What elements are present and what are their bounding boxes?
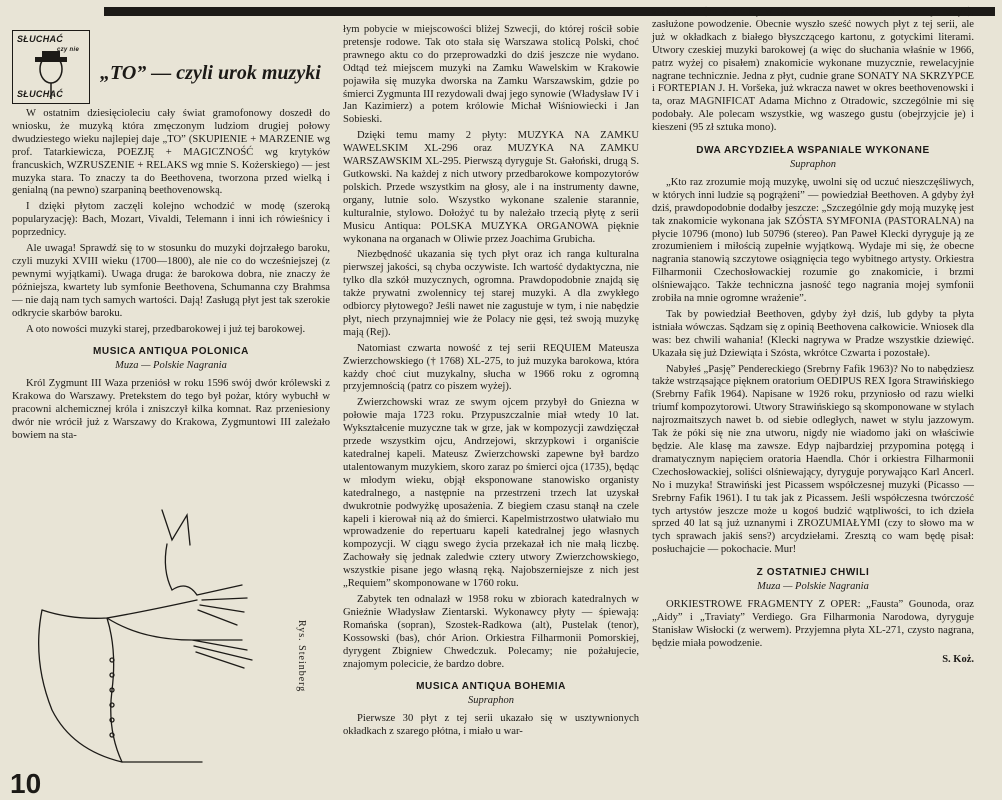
logo-mid-text: czy nie [57, 47, 80, 53]
intro-paragraph: W ostatnim dziesięcioleciu cały świat gramofonowy doszedł do wniosku, że muzyką która zmęczonym ludziom drugiej połowy dwudziestego wieku najlepiej daje „TO” (SKUPIENIE + MARZENIE wg prof. Tatarkiewicza, POEZJĘ + MAGICZNOŚĆ wg krytyków francuskich, WZRUSZENIE + RELAKS wg mnie S. Kożerskiego) — jest muzyka stara. To znaczy ta do Beethovena, tworzona przed wielką i genialną (na pewno) szarpaniną beethovenowską. [12, 108, 330, 197]
section-heading: MUSICA ANTIQUA BOHEMIA [416, 681, 566, 693]
body-paragraph: Zwierzchowski wraz ze swym ojcem przybył do Gniezna w połowie maja 1723 roku. Przypuszczalnie miał wtedy 10 lat. Wykształcenie muzyczne tak w grze, jak w kompozycji zawdzięczał przede wszystkim ojcu, Andrzejowi, skrzypkowi i organiście katedralnej kapeli. Mateusz Zwierzchowski zapewne był bardzo utalentowanym muzykiem, skoro zaraz po śmierci ojca (1735), będąc w młodym wieku, objął eksponowane stanowisko organisty katedralnego, a następnie na przestrzeni trzech lat uzyskał dwukrotnie podwyżkę uposażenia. Z biegiem czasu stanął na czele kapeli i kierował nią aż do śmierci. Kapelmistrzostwo ułatwiało mu wprowadzenie do repertuaru kapeli katedralnej jego własnych kompozycji. W ciągu swego życia przekazał ich nie małą liczbę. Zachowały się jednak zaledwie cztery utwory Zwierzchowskiego, wszystkie pisane jego własną ręką. Najobszerniejsze z nich jest „Requiem” skomponowane w 1760 roku. [343, 397, 639, 590]
section-heading: DWA ARCYDZIEŁA WSPANIALE WYKONANE [696, 145, 930, 157]
intro-paragraph: Ale uwaga! Sprawdź się to w stosunku do muzyki dojrzałego baroku, czyli muzyki XVIII wieku (1700—1800), ale nie co do wcześniejszej (z pewnymi wyjątkami). Uwaga druga: że barokowa dobra, nie znaczy że późniejsza, kwartety lub symfonie Beethovena, Schumanna czy Brahmsa — nie dają nam tych samych wartości. Dają! Zasługą płyt jest tak szerokie odkrycie skarbów baroku. [12, 243, 330, 319]
body-paragraph: ORKIESTROWE FRAGMENTY Z OPER: „Fausta” Gounoda, oraz „Aidy” i „Traviaty” Verdiego. Gra Filharmonia Narodowa, dyryguje Stanisław Wisłocki (z werwem). Przyjemna płyta XL-271, czysto nagrana, będzie miała powodzenie. [652, 598, 974, 649]
illustration-credit: Rys. Steinberg [296, 620, 307, 693]
author-signature: S. Koż. [942, 653, 974, 665]
body-paragraph: „Kto raz zrozumie moją muzykę, uwolni się od uczuć nieszczęśliwych, w których inni ludzie są pogrążeni” — powiedział Beethoven. A gdyby żył dziś, prawdopodobnie dodałby jeszcze: „Szczególnie gdy moją muzykę jest tak znakomicie wykonana jak SZÓSTA SYMFONIA (PASTORALNA) na płycie 10796 (mono) lub 50796 (stereo). Pan Paweł Klecki dyryguje ją ze zrozumieniem i miłością zupełnie wyjątkową. Wydaje mi się, że obecne nagrania stanowią szczytowe osiągnięcia tego wybitnego artysty. Orkiestra Filharmonii Czechosłowackiej rozumie go znakomicie, i brzmi olśniewająco. Także techniczna jasność tego nagrania mojej symfonii zrobiła na mnie ogromne wrażenie”. [652, 176, 974, 305]
body-paragraph: Tak by powiedział Beethoven, gdyby żył dziś, lub gdyby ta płyta istniała wówczas. Sądzam się z opinią Beethovena całkowicie. Wniosek dla was: bez chwili wahania! (Klecki nagrywa w Pradze wszystkie dziewięć. Ukazała się już Dziewiąta i Szósta, wkrótce Czwarta i pozostałe). [652, 308, 974, 359]
section-label: Muza — Polskie Nagrania [115, 360, 227, 372]
section-label: Muza — Polskie Nagrania [757, 581, 869, 593]
body-paragraph: szawiaków (bo w stolicy w Ośrodku Czechosłowackim można je nabyć), zasłużone powodzenie. Obecnie wyszło sześć nowych płyt z tej serii, ale już w okładkach z białego błyszczącego kartonu, z gotyckimi literami. Utwory czeskiej muzyki barokowej (a więc do słuchania właśnie w 1966, patrz wyżej co pisałem) znakomicie wykonane muzycznie, rewelacyjnie nagrane technicznie. Jedna z płyt, cudnie grane SONATY NA SKRZYPCE i FORTEPIAN J. H. Voršeka, już wkracza nawet w okres beethovenowski i ta, oraz MAGNIFICAT Adama Michno z Otradowic, szczególnie mi się podobały. Ale polecam wszystkie, wg waszego gustu (obejrzyjcie je) i kieszeni (95 zł sztuka mono). [652, 6, 974, 134]
body-paragraph: Nabyłeś „Pasję” Pendereckiego (Srebrny Fafik 1963)? No to nabędziesz także wstrząsające pięknem oratorium OEDIPUS REX Igora Strawińskiego (Srebrny Fafik 1964). Napisane w 1926 roku, przyniosło od razu wielki triumf kompozytorowi. Utwory Strawińskiego są skomponowane w stylach najrozmaitszych nawet b. od siebie odległych, nawet w stylu jazzowym. Tak że póki się nie zna utworu, nigdy nie wiadomo jaki on właściwie będzie. Ale klasę ma zawsze. Edyp najbardziej przypomina potęgą i dramatycznym napięciem oratoria Haendla. Chór i orkiestra Filharmonii Czechosłowackiej, soliści olśniewający, dyryguje porywająco Karl Ancerl. No i muzyka! Strawiński jest Picassem współczesnej muzyki (Picasso — Srebrny Fafik 1961). I tu tak jak z Picassem. Jeśli współczesna twórczość tych artystów jeszcze może u kogoś budzić wątpliwości, to ich dzieła sprzed 40 lat są już uznanymi i ZROZUMIAŁYMI (czy to słowo ma w tych sprawach jakiś sens?) arcydziełami. Zresztą co wam będę pisał: posłuchajcie — pokochacie. Mur! [652, 363, 974, 556]
article-title: „TO” — czyli urok muzyki [100, 62, 321, 84]
body-paragraph: Natomiast czwarta nowość z tej serii REQUIEM Mateusza Zwierzchowskiego († 1768) XL-275, to już muzyka barokowa, która każdy choć ciut muzykalny, słucha w 1966 roku z ogromną przyjemnością (patrz co piszem wyżej). [343, 342, 639, 393]
body-paragraph: Dzięki temu mamy 2 płyty: MUZYKA NA ZAMKU WAWELSKIM XL-296 oraz MUZYKA NA ZAMKU WARSZAWSKIM XL-295. Pierwszą dyryguje St. Gałoński, drugą S. Gutkowski. Na każdej z nich utwory przedbarokowe kompozytorów polskich. Przede wszystkim na głosy, ale i na instrumenty dawne, organy, lutnie solo. Wszystko wykonane szalenie starannie, kulturalnie, stylowo. Dołożyć tu by należało trzecią płytę z serii Musicu Antiqua: POLSKA MUZYKA ORGANOWA pięknie wykonana na organach w Oliwie przez Joachima Grubicha. [343, 130, 639, 245]
intro-paragraph: I dzięki płytom zaczęli kolejno wchodzić w modę (szeroką popularyzację): Bach, Mozart, Vivaldi, Telemann i inni ich rówieśnicy i poprzednicy. [12, 201, 330, 239]
section-heading: Z OSTATNIEJ CHWILI [756, 567, 870, 579]
section-label: Supraphon [467, 695, 515, 707]
article-column-2 [343, 24, 639, 742]
conductor-sketch-illustration [12, 500, 312, 780]
body-paragraph: łym pobycie w miejscowości bliżej Szwecji, do której rościł sobie pretensje rodowe. Tak oto stała się Warszawa stolicą Polski, choć prawnego aktu co do przeprowadzki do dziś jeszcze nie wydano. Odtąd też miejscem muzyki na Zamku Wawelskim w Krakowie pojawiła się muzyka dworska na Zamku Warszawskim, gdzie po śmierci Zygmunta III rezydowali dwaj jego synowie (Władysław IV i Jan Kazimierz) a potem królowie Michał Wiśniowiecki i Jan Sobieski. [343, 24, 639, 126]
page-number: 10 [10, 768, 42, 799]
logo-bottom-text: SŁUCHAĆ [17, 89, 64, 99]
body-paragraph: Król Zygmunt III Waza przeniósł w roku 1596 swój dwór królewski z Krakowa do Warszawy. Pretekstem do tego był pożar, który wybuchł w pracowni alchemicznej króla i zniszczył kilka komnat. Raz przeniesiony dwór nie wrócił już z Warszawy do Krakowa, Zygmuntowi III zależało bowiem na sta- [12, 378, 330, 441]
column-logo [12, 30, 90, 104]
article-column-3 [652, 6, 974, 667]
body-paragraph: Pierwsze 30 płyt z tej serii ukazało się w usztywnionych okładkach z szarego płótna, i miało u war- [343, 713, 639, 738]
intro-paragraph: A oto nowości muzyki starej, przedbarokowej i już tej barokowej. [26, 323, 306, 335]
body-paragraph: Zabytek ten odnalazł w 1958 roku w zbiorach katedralnych w Gnieźnie Władysław Zientarski. Wykonawcy płyty — śpiewają: Romańska (sopran), Szostek-Radkowa (alt), Pustelak (tenor), Kossowski (bas), chór Arion. Orkiestra Filharmonii Pomorskiej, dyrygent Zbigniew Chwedczuk. Polecamy; nie pożałujecie, znajomym polecicie, że bardzo dobre. [343, 593, 639, 670]
article-intro [12, 108, 330, 446]
section-label: Supraphon [789, 158, 837, 170]
section-heading: MUSICA ANTIQUA POLONICA [92, 346, 250, 358]
body-paragraph: Niezbędność ukazania się tych płyt oraz ich ranga kulturalna pierwszej jakości, są chyba oczywiste. Ich wartość dydaktyczna, nie tylko dla szkół muzycznych, ogromna. Prawdopodobnie znajdą się także prywatni zwolennicy tej starej muzyki. A dla zwykłego odbiorcy płytowego? Jeśli nawet nie zagustuje w tym, i nie nabędzie płyt, niech przynajmniej wie że Polacy nie gęsi, też swoją muzykę mają (Rej). [343, 249, 639, 338]
logo-top-text: SŁUCHAĆ [17, 34, 64, 44]
